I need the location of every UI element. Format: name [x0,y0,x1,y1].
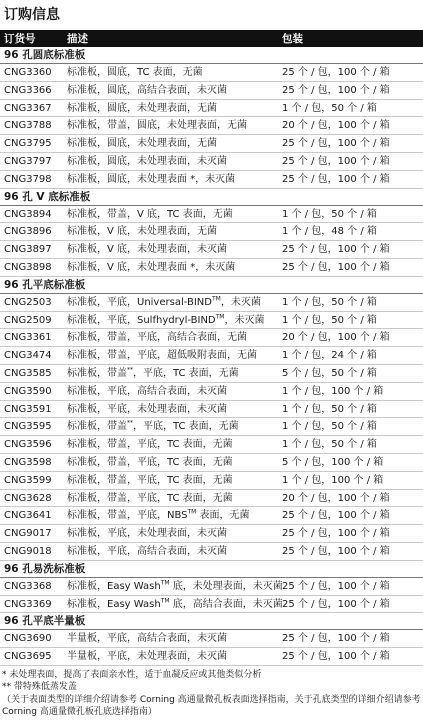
order-code: CNG3598 [4,456,52,468]
table-row [0,401,423,419]
order-code: CNG3788 [4,120,52,132]
description-text: 标准板，圆底，未处理表面 *，未灭菌 [67,173,236,185]
description [67,82,227,100]
description [67,259,235,277]
description [67,543,227,561]
packaging: 1 个 / 包，50 个 / 箱 [282,314,377,326]
packaging: 5 个 / 包，100 个 / 箱 [282,456,384,468]
order-code: CNG3585 [4,367,52,379]
description-text-after: 底，高结合表面，未灭菌 [169,598,283,610]
packaging: 25 个 / 包，100 个 / 箱 [282,138,390,150]
description [67,490,233,508]
table-row [0,347,423,365]
description [67,401,227,419]
footnote: ** 带特殊低蒸发盖 [2,682,77,693]
description [67,418,239,436]
table-row [0,630,423,648]
packaging: 25 个 / 包，100 个 / 箱 [282,633,390,645]
footnote: （关于表面类型的详细介绍请参考 Corning 高通量微孔板表面选择指南，关于孔底类型的详细介绍请参考 Corning 高通量微孔板孔底选择指南） [2,694,421,718]
description [67,596,283,614]
packaging: 1 个 / 包，50 个 / 箱 [282,208,377,220]
order-code: CNG3897 [4,244,52,256]
description-text: 标准板，带盖，平底，NBS [67,510,188,522]
order-code: CNG2509 [4,314,52,326]
packaging: 1 个 / 包，50 个 / 箱 [282,102,377,114]
packaging: 20 个 / 包，100 个 / 箱 [282,120,390,132]
table-row [0,241,423,259]
description-text: 标准板，圆底，未处理表面，未灭菌 [67,155,227,167]
superscript-mark: TM [160,579,170,587]
description-text: 标准板，圆底，高结合表面，未灭菌 [67,84,227,96]
order-code: CNG3590 [4,385,52,397]
order-code: CNG3898 [4,261,52,273]
order-code: CNG9018 [4,545,52,557]
superscript-mark: ** [127,420,133,428]
table-row [0,259,423,277]
packaging: 1 个 / 包，100 个 / 箱 [282,474,384,486]
table-row [0,312,423,330]
description [67,206,233,224]
table-row [0,436,423,454]
description [67,153,227,171]
description-text: 标准板，平底，Sulfhydryl-BIND [67,314,216,326]
order-table [0,47,423,666]
description [67,223,217,241]
description-text: 半量板，平底，高结合表面，未灭菌 [67,633,227,645]
table-row [0,578,423,596]
table-row [0,206,423,224]
table-row [0,153,423,171]
table-row [0,418,423,436]
table-row [0,596,423,614]
packaging: 1 个 / 包，24 个 / 箱 [282,350,377,362]
order-code: CNG3368 [4,580,52,592]
description [67,454,233,472]
description [67,171,235,189]
table-section [0,561,423,614]
footnotes [0,666,423,719]
description-text: 标准板，平底，Universal-BIND [67,296,212,308]
description-text: 标准板，平底，未处理表面，未灭菌 [67,528,227,540]
description-text: 标准板，V 底，未处理表面，无菌 [67,226,218,238]
description-text: 标准板，圆底，未处理表面，无菌 [67,102,217,114]
description-text: 标准板，带盖，V 底，TC 表面，无菌 [67,208,233,220]
packaging: 20 个 / 包，100 个 / 箱 [282,332,390,344]
description-text-after: ，平底，TC 表面，无菌 [133,367,239,379]
packaging: 1 个 / 包，50 个 / 箱 [282,403,377,415]
packaging: 25 个 / 包，100 个 / 箱 [282,84,390,96]
description [67,135,217,153]
order-code: CNG3795 [4,138,52,150]
packaging: 25 个 / 包，100 个 / 箱 [282,528,390,540]
description-text: 标准板，Easy Wash [67,580,161,592]
description [67,472,233,490]
description-text: 标准板，平底，未处理表面，未灭菌 [67,403,227,415]
packaging: 25 个 / 包，100 个 / 箱 [282,598,390,610]
packaging: 1 个 / 包，50 个 / 箱 [282,421,377,433]
packaging: 25 个 / 包，100 个 / 箱 [282,261,390,273]
table-row [0,507,423,525]
description-text-after: ，平底，TC 表面，无菌 [133,421,239,433]
packaging: 25 个 / 包，100 个 / 箱 [282,173,390,185]
table-row [0,490,423,508]
order-code: CNG3369 [4,598,52,610]
description [67,241,227,259]
table-row [0,135,423,153]
table-header [0,30,423,47]
description-text: 标准板，平底，高结合表面，未灭菌 [67,545,227,557]
table-row [0,294,423,312]
column-header-code: 订货号 [4,33,36,45]
packaging: 25 个 / 包，100 个 / 箱 [282,155,390,167]
table-row [0,100,423,118]
description-text-after: 底，未处理表面，未灭菌 [169,580,283,592]
description-text: 标准板，带盖 [67,367,127,379]
packaging: 25 个 / 包，100 个 / 箱 [282,651,390,663]
order-code: CNG3591 [4,403,52,415]
description [67,294,261,312]
section-title: 96 孔 V 底标准板 [0,189,423,206]
packaging: 25 个 / 包，100 个 / 箱 [282,67,390,78]
description [67,329,247,347]
description [67,365,239,383]
order-code: CNG3894 [4,208,52,220]
packaging: 1 个 / 包，100 个 / 箱 [282,385,384,397]
description [67,100,217,118]
column-header-desc: 描述 [67,33,88,45]
page-title: 订购信息 [4,7,60,23]
description-text: 标准板，带盖，平底，TC 表面，无菌 [67,474,233,486]
description [67,64,203,82]
description [67,312,264,330]
table-row [0,543,423,561]
packaging: 25 个 / 包，100 个 / 箱 [282,580,390,592]
section-title: 96 孔圆底标准板 [0,47,423,64]
description-text-after: 表面，无菌 [196,510,250,522]
section-title: 96 孔平底标准板 [0,277,423,294]
description-text: 标准板，带盖，圆底，未处理表面，无菌 [67,120,247,132]
description-text: 标准板，平底，高结合表面，未灭菌 [67,385,227,397]
order-code: CNG3641 [4,510,52,522]
description-text: 半量板，平底，未处理表面，未灭菌 [67,651,227,663]
order-code: CNG3367 [4,102,52,114]
description [67,347,257,365]
description [67,383,227,401]
superscript-mark: TM [160,597,170,605]
table-section [0,277,423,561]
packaging: 25 个 / 包，100 个 / 箱 [282,510,390,522]
order-code: CNG9017 [4,528,52,540]
table-section [0,613,423,666]
description [67,648,227,666]
order-code: CNG3361 [4,332,52,344]
table-row [0,117,423,135]
description-text: 标准板，Easy Wash [67,598,161,610]
packaging: 1 个 / 包，50 个 / 箱 [282,296,377,308]
description-text: 标准板，V 底，未处理表面 *，未灭菌 [67,261,236,273]
table-row [0,648,423,666]
description-text: 标准板，带盖，平底，超低吸附表面，无菌 [67,350,257,362]
order-code: CNG3896 [4,226,52,238]
order-code: CNG3596 [4,439,52,451]
description-text: 标准板，带盖 [67,421,127,433]
packaging: 25 个 / 包，100 个 / 箱 [282,244,390,256]
description-text-after: ，未灭菌 [224,314,265,326]
description [67,507,250,525]
table-row [0,64,423,82]
superscript-mark: ** [127,366,133,374]
description-text: 标准板，V 底，未处理表面，未灭菌 [67,244,228,256]
table-section [0,47,423,189]
order-code: CNG2503 [4,296,52,308]
order-code: CNG3695 [4,651,52,663]
description [67,525,227,543]
superscript-mark: TM [211,295,221,303]
order-code: CNG3798 [4,173,52,185]
description [67,578,283,596]
table-row [0,365,423,383]
section-title: 96 孔平底半量板 [0,613,423,630]
packaging: 5 个 / 包，50 个 / 箱 [282,367,377,379]
table-row [0,383,423,401]
table-row [0,171,423,189]
superscript-mark: TM [215,313,225,321]
table-row [0,472,423,490]
packaging: 20 个 / 包，100 个 / 箱 [282,492,390,504]
description [67,117,247,135]
description-text: 标准板，带盖，平底，TC 表面，无菌 [67,492,233,504]
table-row [0,329,423,347]
footnote: * 未处理表面，提高了表面亲水性，适于血凝反应或其他类似分析 [2,669,262,680]
superscript-mark: TM [187,509,197,516]
description-text-after: ，未灭菌 [220,296,261,308]
description-text: 标准板，带盖，平底，高结合表面，无菌 [67,332,247,344]
table-row [0,454,423,472]
order-code: CNG3360 [4,67,52,78]
description-text: 标准板，圆底，未处理表面，无菌 [67,138,217,150]
description [67,630,227,648]
order-code: CNG3628 [4,492,52,504]
order-code: CNG3797 [4,155,52,167]
packaging: 1 个 / 包，48 个 / 箱 [282,226,377,238]
description-text: 标准板，带盖，平底，TC 表面，无菌 [67,456,233,468]
order-code: CNG3474 [4,350,52,362]
order-code: CNG3366 [4,84,52,96]
section-title: 96 孔易洗标准板 [0,561,423,578]
description-text: 标准板，圆底，TC 表面，无菌 [67,67,203,78]
table-row [0,82,423,100]
packaging: 1 个 / 包，50 个 / 箱 [282,439,377,451]
table-row [0,223,423,241]
column-header-pack: 包装 [282,33,303,45]
table-section [0,189,423,277]
order-code: CNG3690 [4,633,52,645]
order-code: CNG3595 [4,421,52,433]
packaging: 25 个 / 包，100 个 / 箱 [282,545,390,557]
table-row [0,525,423,543]
order-code: CNG3599 [4,474,52,486]
description [67,436,233,454]
description-text: 标准板，带盖，平底，TC 表面，无菌 [67,439,233,451]
